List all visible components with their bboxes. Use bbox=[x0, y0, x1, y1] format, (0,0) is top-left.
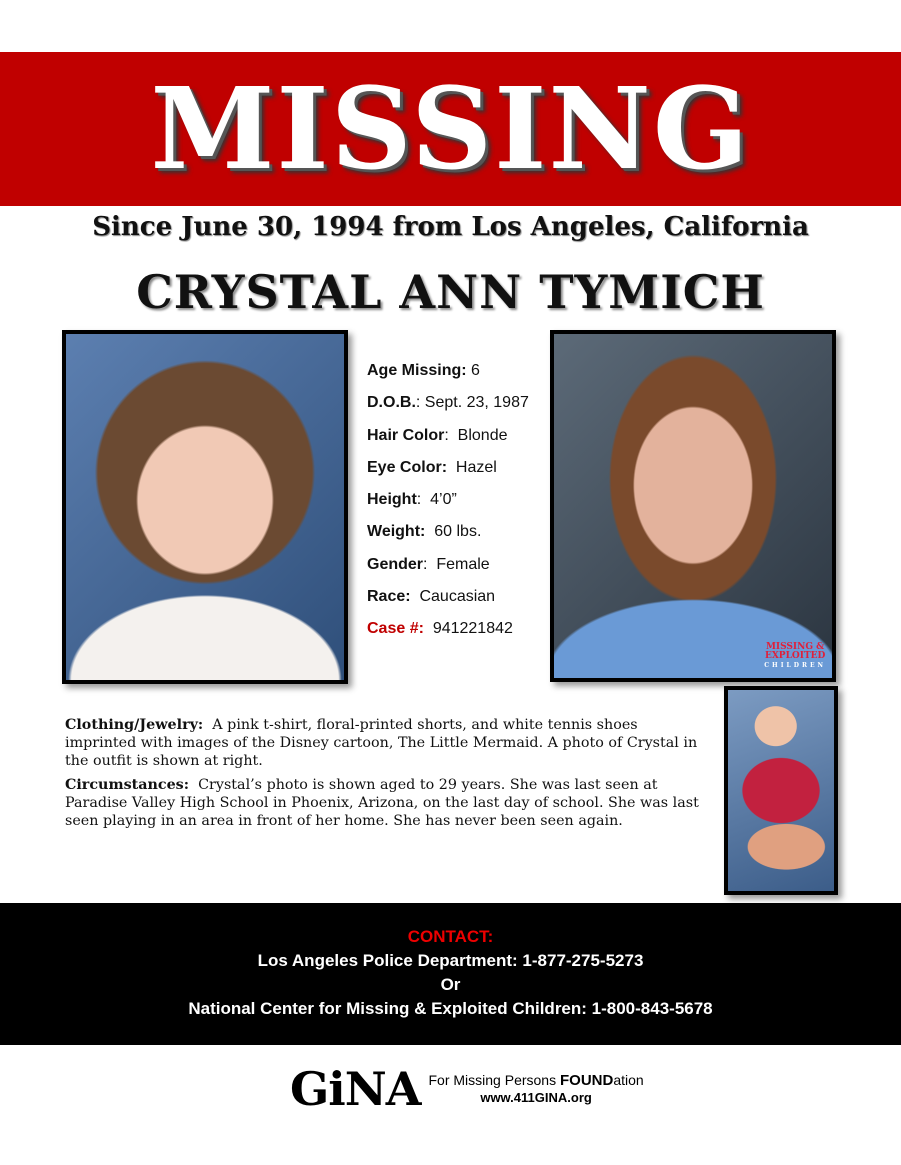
fact-height: Height: 4’0” bbox=[367, 491, 457, 509]
missing-since: Since June 30, 1994 from Los Angeles, California bbox=[92, 212, 809, 242]
fact-weight: Weight: 60 lbs. bbox=[367, 523, 482, 541]
person-name: CRYSTAL ANN TYMICH bbox=[136, 265, 765, 319]
childhood-photo bbox=[62, 330, 348, 684]
circumstances-paragraph: Circumstances: Crystal’s photo is shown aged to 29 years. She was last seen at Paradise Valley High School in Phoenix, Arizona, on the last day of school. She was last seen playing in an area in front of her home. She has never been seen again. bbox=[65, 777, 699, 829]
fact-dob: D.O.B.: Sept. 23, 1987 bbox=[367, 394, 529, 412]
facts-list bbox=[367, 362, 529, 653]
ncmec-watermark: MISSING & EXPLOITED CHILDREN bbox=[764, 642, 826, 669]
fact-gender: Gender: Female bbox=[367, 555, 490, 573]
gina-logo bbox=[290, 1062, 644, 1116]
missing-title: MISSING bbox=[150, 63, 751, 195]
case-details bbox=[65, 716, 710, 836]
outfit-photo bbox=[724, 686, 838, 895]
fact-case-number: Case #: 941221842 bbox=[367, 620, 513, 638]
gina-wordmark: GiNA bbox=[290, 1062, 421, 1116]
contact-or: Or bbox=[440, 975, 461, 994]
fact-eye: Eye Color: Hazel bbox=[367, 458, 497, 476]
fact-race: Race: Caucasian bbox=[367, 588, 496, 606]
gina-url[interactable]: www.411GINA.org bbox=[480, 1090, 592, 1105]
clothing-paragraph: Clothing/Jewelry: A pink t-shirt, floral-printed shorts, and white tennis shoes imprinted with images of the Disney cartoon, The Little Mermaid. A photo of Crystal in the outfit is shown at right. bbox=[65, 717, 698, 769]
contact-section bbox=[0, 903, 901, 1045]
contact-ncmec: National Center for Missing & Exploited Children: 1-800-843-5678 bbox=[188, 999, 713, 1018]
missing-banner bbox=[0, 52, 901, 206]
contact-heading: CONTACT: bbox=[407, 927, 494, 946]
fact-age: Age Missing: 6 bbox=[367, 362, 480, 379]
age-progressed-photo bbox=[550, 330, 836, 682]
gina-tagline: For Missing Persons FOUNDation www.411GINA.org bbox=[428, 1072, 644, 1105]
fact-hair: Hair Color: Blonde bbox=[367, 426, 508, 444]
contact-lapd: Los Angeles Police Department: 1-877-275-5273 bbox=[257, 951, 644, 970]
